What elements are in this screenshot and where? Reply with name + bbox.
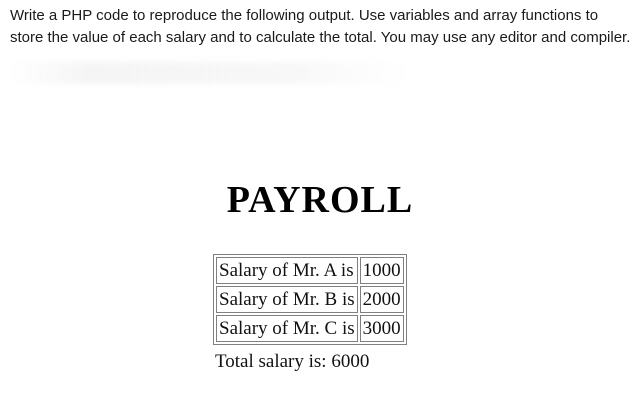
faded-text-smudge — [8, 62, 408, 84]
salary-table — [213, 254, 407, 345]
table-row — [216, 257, 404, 284]
salary-label-cell: Salary of Mr. C is — [216, 315, 358, 342]
instructions-line-2: store the value of each salary and to calculate the total. You may use any editor and compiler. — [10, 29, 631, 46]
table-row — [216, 286, 404, 313]
table-row — [216, 315, 404, 342]
total-salary-text: Total salary is: 6000 — [215, 351, 370, 372]
salary-label-cell: Salary of Mr. B is — [216, 286, 358, 313]
instructions-text — [10, 5, 632, 49]
salary-value-cell: 3000 — [360, 315, 404, 342]
payroll-title: PAYROLL — [226, 179, 414, 221]
salary-value-cell: 2000 — [360, 286, 404, 313]
salary-label-cell: Salary of Mr. A is — [216, 257, 358, 284]
instructions-line-1: Write a PHP code to reproduce the following output. Use variables and array functions to — [10, 7, 599, 24]
salary-value-cell: 1000 — [360, 257, 404, 284]
